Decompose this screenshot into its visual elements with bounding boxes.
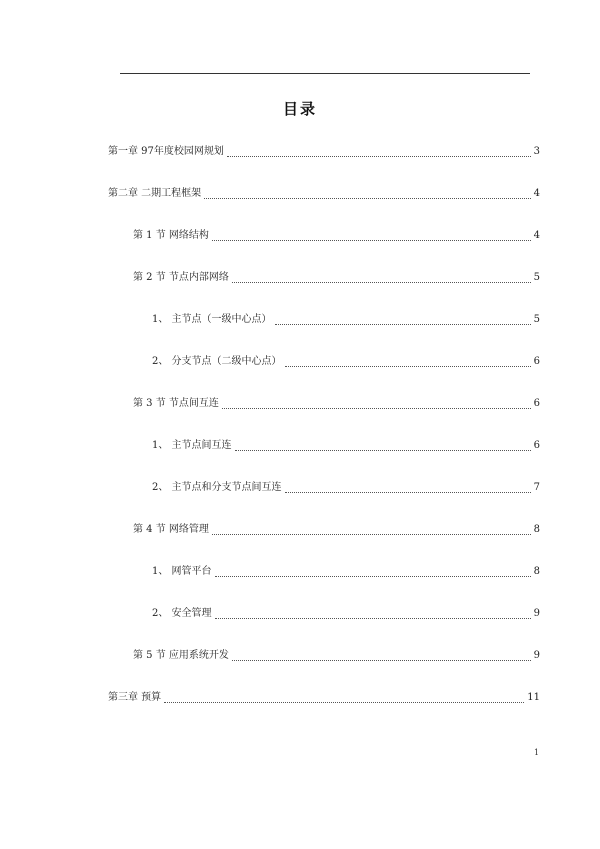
toc-entry[interactable] — [133, 522, 540, 538]
toc-entry-page: 8 — [533, 524, 540, 535]
toc-entry[interactable] — [133, 228, 540, 244]
toc-leader-dots — [285, 366, 531, 367]
toc-entry-label: 1、 网管平台 — [152, 566, 212, 577]
toc-entry-label: 第 5 节 应用系统开发 — [133, 650, 229, 661]
toc-title: 目录 — [282, 100, 317, 118]
toc-entry-label: 第二章 二期工程框架 — [108, 188, 202, 199]
toc-entry-label: 2、 安全管理 — [152, 608, 212, 619]
toc-leader-dots — [275, 324, 531, 325]
toc-entry[interactable] — [133, 270, 540, 286]
toc-entry[interactable] — [152, 354, 540, 370]
toc-leader-dots — [215, 576, 531, 577]
toc-entry[interactable] — [152, 480, 540, 496]
toc-entry[interactable] — [152, 438, 540, 454]
toc-leader-dots — [285, 492, 531, 493]
toc-leader-dots — [232, 660, 531, 661]
toc-entry-page: 7 — [533, 482, 540, 493]
toc-entry-page: 11 — [527, 692, 540, 703]
toc-leader-dots — [227, 156, 531, 157]
toc-entry-page: 8 — [533, 566, 540, 577]
toc-entry[interactable] — [152, 312, 540, 328]
toc-entry[interactable] — [108, 690, 540, 706]
toc-entry-label: 1、 主节点间互连 — [152, 440, 232, 451]
toc-leader-dots — [212, 240, 531, 241]
toc-leader-dots — [212, 534, 531, 535]
toc-entry-label: 2、 主节点和分支节点间互连 — [152, 482, 282, 493]
toc-entry-label: 第 1 节 网络结构 — [133, 230, 209, 241]
toc-entry-page: 9 — [533, 608, 540, 619]
toc-entry-page: 6 — [533, 398, 540, 409]
toc-entry-page: 4 — [533, 230, 540, 241]
toc-entry-label: 第 2 节 节点内部网络 — [133, 272, 229, 283]
toc-entry-page: 5 — [533, 272, 540, 283]
toc-leader-dots — [235, 450, 531, 451]
toc-entry[interactable] — [133, 396, 540, 412]
toc-leader-dots — [204, 198, 530, 199]
toc-entry-label: 2、 分支节点（二级中心点） — [152, 356, 282, 367]
toc-entry-page: 6 — [533, 440, 540, 451]
toc-entry[interactable] — [133, 648, 540, 664]
toc-entry-label: 第一章 97年度校园网规划 — [108, 146, 224, 157]
toc-entry-page: 5 — [533, 314, 540, 325]
toc-entry[interactable] — [152, 606, 540, 622]
toc-entry-page: 4 — [533, 188, 540, 199]
toc-entry[interactable] — [108, 144, 540, 160]
toc-entry[interactable] — [152, 564, 540, 580]
toc-entry-page: 9 — [533, 650, 540, 661]
toc-entry[interactable] — [108, 186, 540, 202]
toc-entry-label: 第 3 节 节点间互连 — [133, 398, 219, 409]
toc-entry-page: 6 — [533, 356, 540, 367]
toc-leader-dots — [215, 618, 531, 619]
toc-leader-dots — [222, 408, 531, 409]
toc-leader-dots — [164, 702, 524, 703]
toc-entry-page: 3 — [533, 146, 540, 157]
page-number: 1 — [534, 748, 540, 757]
toc-entry-label: 第 4 节 网络管理 — [133, 524, 209, 535]
toc-entry-label: 1、 主节点（一级中心点） — [152, 314, 272, 325]
toc-leader-dots — [232, 282, 531, 283]
toc-entry-label: 第三章 预算 — [108, 692, 162, 703]
